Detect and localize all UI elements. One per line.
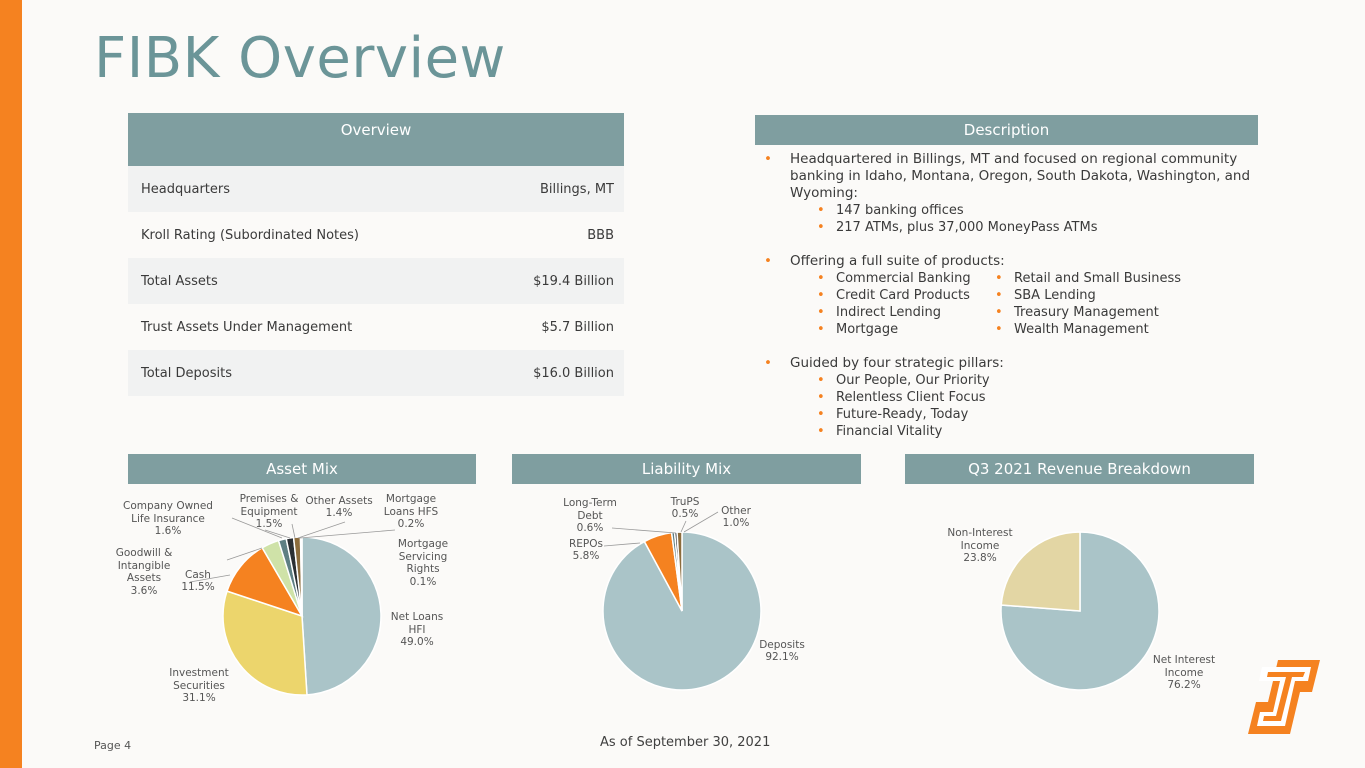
- pie-label: [721, 505, 751, 530]
- pie-label-name: Net Interest: [1152, 654, 1216, 667]
- bullet-products: • Offering a full suite of products:: [762, 253, 1262, 270]
- pie-label: [123, 500, 213, 538]
- pie-label-value: 23.8%: [963, 552, 997, 565]
- pie-label-name: TruPS: [670, 495, 700, 508]
- pie-label-name: Intangible: [117, 559, 171, 572]
- pie-label-value: 3.6%: [130, 584, 158, 597]
- pie-slice: [302, 537, 381, 695]
- sub-bullet: • Future-Ready, Today: [762, 406, 1262, 423]
- overview-row-value: Billings, MT: [539, 181, 614, 197]
- overview-row-label: Trust Assets Under Management: [141, 319, 353, 335]
- pie-label: [240, 493, 299, 531]
- pie-label: [759, 639, 805, 664]
- pie-label-name: Securities: [173, 679, 225, 692]
- pie-label-value: 76.2%: [1167, 679, 1201, 692]
- leader-line: [604, 543, 640, 546]
- overview-row-label: Total Deposits: [141, 365, 232, 381]
- pie-label-value: 0.1%: [409, 575, 437, 588]
- asset-mix-title: Asset Mix: [266, 460, 338, 478]
- pie-label-value: 49.0%: [400, 636, 434, 649]
- pie-label: [181, 569, 214, 594]
- description-header-label: Description: [963, 121, 1050, 139]
- product-item: • Indirect Lending: [817, 304, 995, 321]
- pie-label-name: Other Assets: [305, 494, 373, 507]
- pie-label: [305, 495, 372, 520]
- pie-label: [671, 496, 700, 521]
- product-item: • Treasury Management: [995, 304, 1195, 321]
- bullet-headquarters: • Headquartered in Billings, MT and focused on regional community banking in Idaho, Montana, Oregon, South Dakota, Washington, and Wyoming:: [762, 151, 1262, 202]
- pie-label: [384, 493, 438, 531]
- pie-slice: [1001, 532, 1080, 611]
- pie-label-name: Premises &: [239, 493, 299, 506]
- product-item: • Retail and Small Business: [995, 270, 1195, 287]
- overview-row-value: $16.0 Billion: [533, 365, 614, 381]
- pie-label-value: 0.5%: [671, 508, 699, 520]
- pie-label-name: Assets: [126, 572, 162, 584]
- pie-label-value: 1.4%: [325, 507, 353, 519]
- leader-line: [265, 530, 290, 538]
- page-title: FIBK Overview: [94, 26, 506, 91]
- product-item: • Commercial Banking: [817, 270, 995, 287]
- pie-label-name: Net Loans: [390, 611, 444, 624]
- pie-label-name: Non-Interest: [947, 527, 1013, 540]
- pie-label-value: 0.2%: [397, 518, 425, 531]
- pie-label-name: Loans HFS: [383, 505, 439, 518]
- pie-label: [169, 667, 228, 705]
- pie-label: [1153, 654, 1215, 692]
- pie-label-name: Other: [721, 504, 751, 517]
- product-item: • Mortgage: [817, 321, 995, 338]
- overview-row-label: Kroll Rating (Subordinated Notes): [141, 227, 359, 243]
- sub-bullet: • Relentless Client Focus: [762, 389, 1262, 406]
- sub-bullet: • Financial Vitality: [762, 423, 1262, 440]
- pie-label-name: Long-Term: [563, 497, 617, 510]
- sub-bullet: • 217 ATMs, plus 37,000 MoneyPass ATMs: [762, 219, 1262, 236]
- pie-label: [569, 538, 603, 563]
- overview-header-label: Overview: [340, 121, 412, 139]
- pie-label-name: Mortgage: [385, 493, 437, 506]
- pie-label-value: 11.5%: [181, 581, 215, 593]
- pie-label-name: Goodwill &: [115, 547, 173, 559]
- pie-label: [563, 497, 617, 535]
- pie-label: [116, 547, 173, 597]
- overview-row-label: Headquarters: [141, 181, 231, 197]
- pie-label-value: 1.5%: [255, 518, 283, 531]
- overview-row-value: BBB: [587, 227, 614, 243]
- pie-label: [947, 527, 1012, 565]
- page-number: Page 4: [94, 739, 132, 752]
- overview-row-label: Total Assets: [141, 273, 218, 289]
- pie-label-name: Deposits: [759, 638, 805, 651]
- pie-label-name: Rights: [406, 563, 440, 575]
- bullet-pillars: • Guided by four strategic pillars:: [762, 355, 1262, 372]
- pie-label-name: Mortgage: [397, 538, 449, 550]
- leader-line: [612, 528, 676, 533]
- pie-label: [391, 611, 443, 649]
- pie-label-value: 0.6%: [576, 522, 604, 535]
- pie-label-name: Income: [1164, 666, 1204, 679]
- pie-label: [398, 538, 448, 588]
- pie-label-name: Company Owned: [123, 500, 213, 513]
- as-of-date: As of September 30, 2021: [600, 735, 771, 750]
- sub-bullet: • Our People, Our Priority: [762, 372, 1262, 389]
- pie-label-value: 31.1%: [182, 692, 216, 705]
- overview-row-value: $19.4 Billion: [533, 273, 614, 289]
- leader-line: [300, 530, 395, 538]
- pie-label-name: Debt: [577, 509, 603, 522]
- overview-row-value: $5.7 Billion: [541, 319, 614, 335]
- pie-label-value: 1.6%: [154, 525, 182, 538]
- pie-label-value: 1.0%: [722, 517, 750, 529]
- first-interstate-logo-icon: [1240, 652, 1330, 742]
- leader-line: [298, 522, 345, 538]
- product-item: • Credit Card Products: [817, 287, 995, 304]
- revenue-title: Q3 2021 Revenue Breakdown: [968, 460, 1191, 478]
- product-item: • SBA Lending: [995, 287, 1195, 304]
- pie-label-name: Income: [960, 539, 1000, 552]
- pie-label-name: Investment: [169, 667, 229, 680]
- pie-label-name: REPOs: [569, 537, 603, 550]
- leader-line: [681, 521, 686, 532]
- pie-label-name: Servicing: [398, 550, 448, 563]
- pie-label-name: Equipment: [240, 505, 298, 518]
- pie-label-name: Life Insurance: [131, 512, 205, 525]
- sub-bullet: • 147 banking offices: [762, 202, 1262, 219]
- pie-label-name: Cash: [185, 568, 211, 581]
- liability-mix-title: Liability Mix: [641, 460, 732, 478]
- pie-label-value: 5.8%: [572, 550, 600, 562]
- pie-label-value: 92.1%: [765, 651, 799, 663]
- product-item: • Wealth Management: [995, 321, 1195, 338]
- pie-label-name: HFI: [408, 623, 426, 636]
